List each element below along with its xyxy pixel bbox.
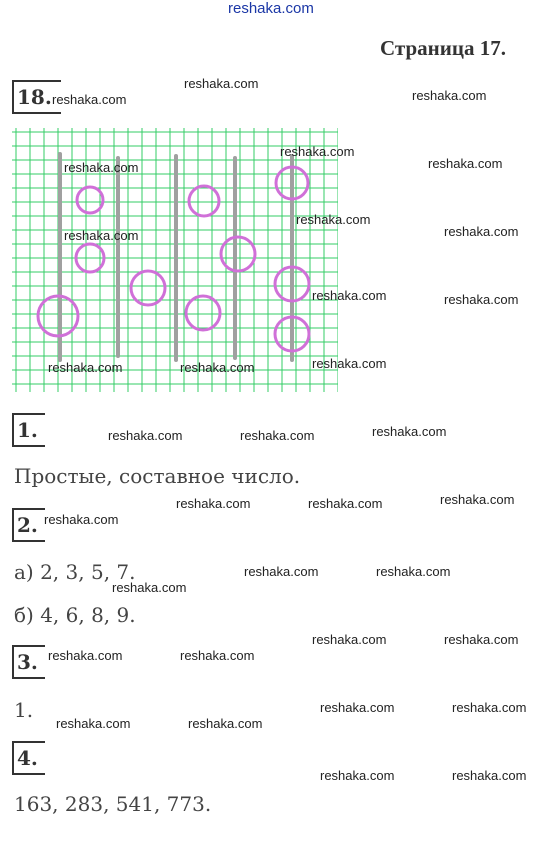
watermark: reshaka.com <box>280 144 355 159</box>
watermark: reshaka.com <box>428 156 503 171</box>
watermark: reshaka.com <box>372 424 447 439</box>
watermark: reshaka.com <box>112 580 187 595</box>
watermark: reshaka.com <box>56 716 131 731</box>
watermark: reshaka.com <box>412 88 487 103</box>
watermark: reshaka.com <box>312 288 387 303</box>
watermark: reshaka.com <box>444 224 519 239</box>
watermark: reshaka.com <box>64 228 139 243</box>
site-header-link[interactable]: reshaka.com <box>228 0 314 17</box>
grid-figure <box>12 128 338 392</box>
watermark: reshaka.com <box>320 768 395 783</box>
task-number-2: 2. <box>12 508 45 542</box>
watermark: reshaka.com <box>52 92 127 107</box>
watermark: reshaka.com <box>188 716 263 731</box>
circle-5 <box>189 186 219 216</box>
watermark: reshaka.com <box>376 564 451 579</box>
watermark: reshaka.com <box>296 212 371 227</box>
task-2-answer-a: а) 2, 3, 5, 7. <box>14 560 136 584</box>
watermark: reshaka.com <box>180 648 255 663</box>
watermark: reshaka.com <box>48 360 123 375</box>
watermark: reshaka.com <box>440 492 515 507</box>
watermark: reshaka.com <box>312 356 387 371</box>
watermark: reshaka.com <box>176 496 251 511</box>
watermark: reshaka.com <box>64 160 139 175</box>
watermark: reshaka.com <box>48 648 123 663</box>
circle-6 <box>186 296 220 330</box>
watermark: reshaka.com <box>444 292 519 307</box>
watermark: reshaka.com <box>320 700 395 715</box>
watermark: reshaka.com <box>308 496 383 511</box>
watermark: reshaka.com <box>444 632 519 647</box>
watermark: reshaka.com <box>44 512 119 527</box>
watermark: reshaka.com <box>184 76 259 91</box>
grey-bars <box>60 154 292 360</box>
task-4-answer: 163, 283, 541, 773. <box>14 792 212 816</box>
task-3-answer: 1. <box>14 698 34 722</box>
watermark: reshaka.com <box>312 632 387 647</box>
watermark: reshaka.com <box>240 428 315 443</box>
watermark: reshaka.com <box>244 564 319 579</box>
watermark: reshaka.com <box>452 768 527 783</box>
page-title: Страница 17. <box>380 36 506 60</box>
watermark: reshaka.com <box>452 700 527 715</box>
circle-1 <box>77 187 103 213</box>
task-1-answer: Простые, составное число. <box>14 464 301 488</box>
task-number-3: 3. <box>12 645 45 679</box>
task-2-answer-b: б) 4, 6, 8, 9. <box>14 603 136 627</box>
task-number-1: 1. <box>12 413 45 447</box>
task-number-4: 4. <box>12 741 45 775</box>
task-number-18: 18. <box>12 80 61 114</box>
watermark: reshaka.com <box>108 428 183 443</box>
watermark: reshaka.com <box>180 360 255 375</box>
